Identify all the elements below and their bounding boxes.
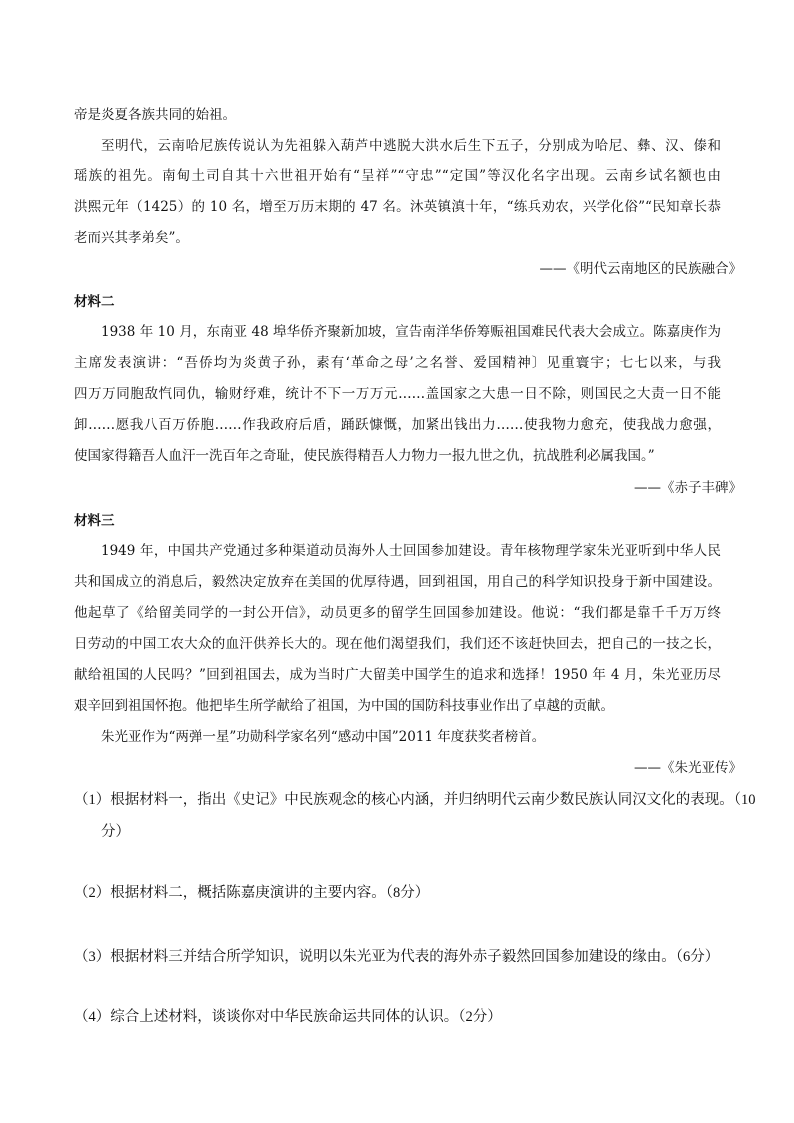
material2-source: ——《赤子丰碑》 bbox=[634, 480, 742, 496]
material1-source: ——《明代云南地区的民族融合》 bbox=[539, 261, 742, 277]
material2-heading: 材料二 bbox=[74, 294, 115, 310]
material2-line: 使国家得籍吾人血汗一洗百年之奇耻，使民族得精吾人力物力一报九世之仇，抗战胜利必属我国。” bbox=[74, 448, 655, 464]
material3-heading: 材料三 bbox=[74, 513, 115, 529]
material3-line: 1949 年，中国共产党通过多种渠道动员海外人士回国参加建设。青年核物理学家朱光亚听到中华人民 bbox=[101, 543, 721, 559]
material3-source: ——《朱光亚传》 bbox=[634, 760, 742, 776]
material2-line: 卸……愿我八百万侨胞……作我政府后盾，踊跃慷慨，加紧出钱出力……使我物力愈充，使我战力愈强， bbox=[74, 417, 721, 433]
question-1-continuation: 分） bbox=[101, 824, 130, 840]
material2-line: 主席发表演讲：“吾侨均为炎黄子孙，素有‘革命之母’之名誉、爱国精神〕见重寰宇；七七以来，与我 bbox=[74, 355, 721, 371]
question-4: （4）综合上述材料，谈谈你对中华民族命运共同体的认识。（2分） bbox=[74, 1009, 502, 1025]
material3-paragraph: 朱光亚作为“两弹一星”功勋科学家名列“感动中国”2011 年度获奖者榜首。 bbox=[101, 729, 546, 745]
material3-line: 共和国成立的消息后，毅然决定放弃在美国的优厚待遇，回到祖国，用自己的科学知识投身于新中国建设。 bbox=[74, 574, 721, 590]
material1-tail-line: 帝是炎夏各族共同的始祖。 bbox=[74, 107, 236, 123]
material3-line: 他起草了《给留美同学的一封公开信》，动员更多的留学生回国参加建设。他说：“我们都是靠千千万万终 bbox=[74, 605, 721, 621]
question-2: （2）根据材料二，概括陈嘉庚演讲的主要内容。（8分） bbox=[74, 885, 430, 901]
material1-para-line: 洪熙元年（1425）的 10 名，增至万历末期的 47 名。沐英镇滇十年，“练兵劝农，兴学化俗”“民知章长恭 bbox=[74, 199, 721, 215]
material1-para-line: 老而兴其孝弟矣”。 bbox=[74, 230, 189, 246]
material1-para-line: 瑶族的祖先。南甸土司自其十六世祖开始有“呈祥”“守忠”“定国”等汉化名字出现。云南乡试名额也由 bbox=[74, 168, 721, 184]
material3-line: 献给祖国的人民吗？”回到祖国去，成为当时广大留美中国学生的追求和选择！1950 年 4 月，朱光亚历尽 bbox=[74, 667, 721, 683]
question-1: （1）根据材料一，指出《史记》中民族观念的核心内涵，并归纳明代云南少数民族认同汉文化的表现。（10 bbox=[74, 792, 756, 808]
question-3: （3）根据材料三并结合所学知识，说明以朱光亚为代表的海外赤子毅然回国参加建设的缘由。（6分） bbox=[74, 949, 720, 965]
material2-line: 四万万同胞敌忾同仇，输财纾难，统计不下一万万元……盖国家之大患一日不除，则国民之大责一日不能 bbox=[74, 386, 721, 402]
material3-line: 艰辛回到祖国怀抱。他把毕生所学献给了祖国，为中国的国防科技事业作出了卓越的贡献。 bbox=[74, 698, 614, 714]
material1-para-line: 至明代，云南哈尼族传说认为先祖躲入葫芦中逃脱大洪水后生下五子，分别成为哈尼、彝、汉、傣和 bbox=[101, 138, 721, 154]
material3-line: 日劳动的中国工农大众的血汗供养长大的。现在他们渴望我们，我们还不该赶快回去，把自己的一技之长， bbox=[74, 636, 721, 652]
material2-line: 1938 年 10 月，东南亚 48 埠华侨齐聚新加坡，宣告南洋华侨筹赈祖国难民代表大会成立。陈嘉庚作为 bbox=[101, 324, 721, 340]
